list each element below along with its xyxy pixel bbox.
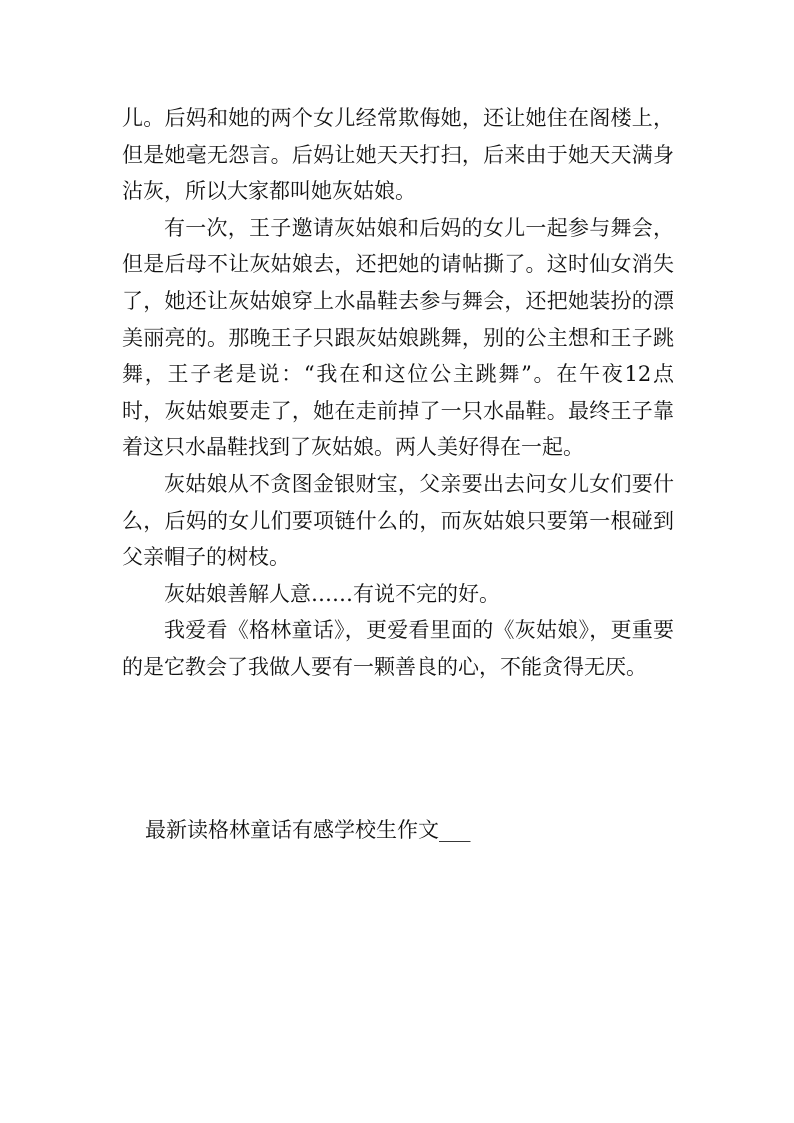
paragraph-2: 有一次，王子邀请灰姑娘和后妈的女儿一起参与舞会，但是后母不让灰姑娘去，还把她的请帖撕了。这时仙女消失了，她还让灰姑娘穿上水晶鞋去参与舞会，还把她装扮的漂美丽亮的。那晚王子只跟灰姑娘跳舞，别的公主想和王子跳舞，王子老是说：“我在和这位公主跳舞”。在午夜12点时，灰姑娘要走了，她在走前掉了一只水晶鞋。最终王子靠着这只水晶鞋找到了灰姑娘。两人美好得在一起。 xyxy=(122,215,674,460)
document-body xyxy=(122,100,674,686)
paragraph-1: 儿。后妈和她的两个女儿经常欺侮她，还让她住在阁楼上，但是她毫无怨言。后妈让她天天打扫，后来由于她天天满身沾灰，所以大家都叫她灰姑娘。 xyxy=(122,106,674,204)
paragraph-3: 灰姑娘从不贪图金银财宝，父亲要出去问女儿女们要什么，后妈的女儿们要项链什么的，而灰姑娘只要第一根碰到父亲帽子的树枝。 xyxy=(122,471,674,570)
paragraph-5: 我爱看《格林童话》，更爱看里面的《灰姑娘》，更重要的是它教会了我做人要有一颗善良的心，不能贪得无厌。 xyxy=(122,618,674,679)
paragraph-4: 灰姑娘善解人意……有说不完的好。 xyxy=(164,581,500,606)
essay-title: 最新读格林童话有感学校生作文___ xyxy=(145,818,471,842)
